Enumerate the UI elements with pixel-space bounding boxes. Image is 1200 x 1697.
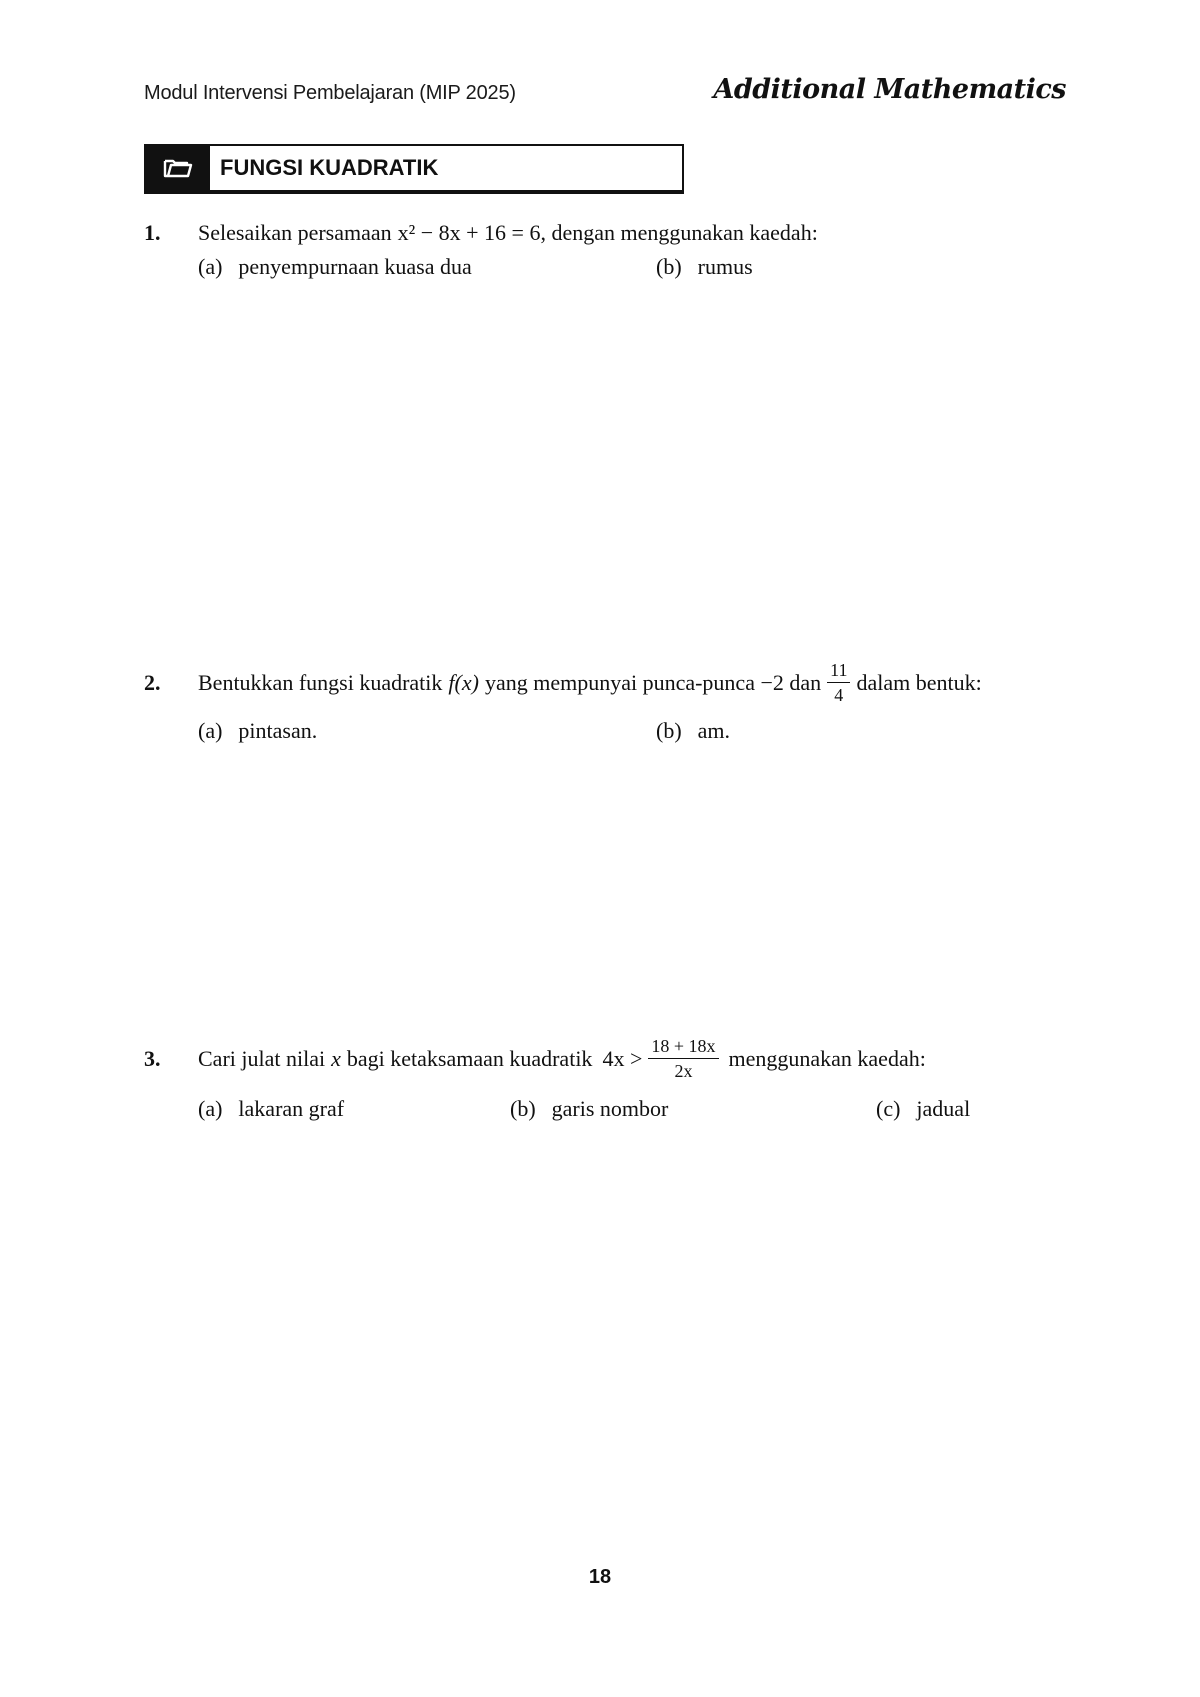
question-2 — [144, 660, 982, 705]
fraction — [648, 1036, 718, 1081]
fraction-numerator: 18 + 18x — [648, 1036, 718, 1059]
question-number: 3. — [144, 1045, 161, 1071]
question-number: 1. — [144, 220, 161, 245]
question-text: Cari julat nilai — [198, 1045, 326, 1071]
part-text: lakaran graf — [238, 1096, 345, 1121]
question-text-middle: yang mempunyai punca-punca −2 dan — [484, 669, 822, 695]
part-label: (b) — [510, 1096, 536, 1121]
question-3-part-b — [510, 1096, 668, 1122]
function-name: f(x) — [448, 669, 479, 695]
part-label: (a) — [198, 1096, 223, 1121]
fraction-denominator: 2x — [674, 1061, 693, 1081]
subject-title: Additional Mathematics — [713, 74, 1066, 105]
part-label: (a) — [198, 718, 223, 743]
part-label: (c) — [876, 1096, 901, 1121]
fraction — [827, 660, 850, 705]
question-2-part-a — [198, 718, 317, 744]
section-title: FUNGSI KUADRATIK — [220, 155, 439, 180]
question-3 — [144, 1036, 926, 1081]
part-label: (b) — [656, 254, 682, 279]
question-text-end: , dengan menggunakan kaedah: — [540, 220, 818, 245]
question-3-part-c — [876, 1096, 970, 1122]
part-text: pintasan. — [238, 718, 318, 743]
question-number: 2. — [144, 669, 161, 695]
page-number: 18 — [588, 1566, 612, 1588]
part-text: am. — [697, 718, 731, 743]
inequality-lhs: 4x > — [602, 1045, 643, 1071]
question-text-end: menggunakan kaedah: — [728, 1045, 926, 1071]
question-1-part-a — [198, 254, 472, 280]
question-1 — [144, 220, 818, 246]
section-banner — [144, 144, 684, 192]
part-text: rumus — [697, 254, 753, 279]
part-text: garis nombor — [551, 1096, 669, 1121]
question-text: Selesaikan persamaan — [198, 220, 392, 245]
part-label: (b) — [656, 718, 682, 743]
fraction-numerator: 11 — [827, 660, 850, 683]
question-text: Bentukkan fungsi kuadratik — [198, 669, 443, 695]
section-icon-box — [146, 146, 210, 190]
open-folder-icon — [163, 157, 193, 179]
equation: x² − 8x + 16 = 6 — [397, 220, 541, 245]
question-3-part-a — [198, 1096, 344, 1122]
fraction-denominator: 4 — [834, 685, 844, 705]
part-text: jadual — [916, 1096, 971, 1121]
module-title: Modul Intervensi Pembelajaran (MIP 2025) — [144, 82, 516, 104]
part-label: (a) — [198, 254, 223, 279]
part-text: penyempurnaan kuasa dua — [238, 254, 472, 279]
question-1-part-b — [656, 254, 753, 280]
question-text-middle: bagi ketaksamaan kuadratik — [346, 1045, 593, 1071]
question-2-part-b — [656, 718, 730, 744]
question-text-end: dalam bentuk: — [856, 669, 982, 695]
variable: x — [331, 1045, 341, 1071]
